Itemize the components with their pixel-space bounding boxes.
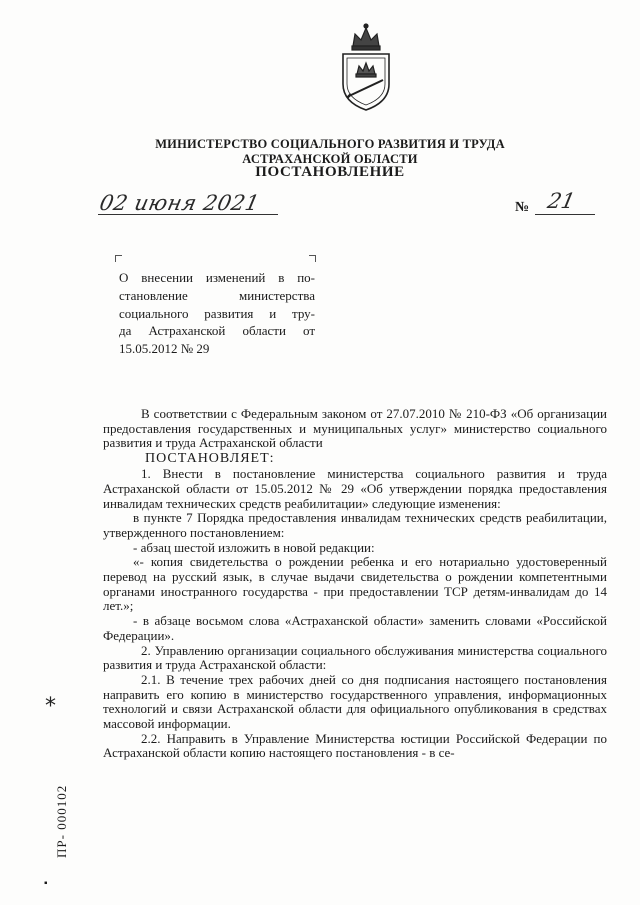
document-date: 02 июня 2021	[97, 191, 262, 215]
coat-of-arms-emblem	[335, 22, 397, 114]
document-subject	[119, 269, 315, 358]
subject-corner-right	[309, 255, 316, 262]
date-underline	[98, 214, 278, 215]
margin-mark: ▪	[44, 878, 48, 889]
document-type-title: ПОСТАНОВЛЕНИЕ	[255, 164, 405, 180]
preamble-paragraph: В соответствии с Федеральным законом от 27.07.2010 № 210-ФЗ «Об организации предоставления государственных и муниципальных услуг» министерство социального развития и труда Астраханской области	[103, 406, 607, 451]
paragraph-1-a: - абзац шестой изложить в новой редакции:	[133, 539, 375, 555]
subject-line: 15.05.2012 № 29	[119, 341, 210, 357]
ministry-name-line1: МИНИСТЕРСТВО СОЦИАЛЬНОГО РАЗВИТИЯ И ТРУДА	[155, 137, 505, 151]
ministry-name-line2: АСТРАХАНСКОЙ ОБЛАСТИ	[242, 152, 418, 166]
subject-corner-left	[115, 255, 122, 262]
paragraph-1-sub: в пункте 7 Порядка предоставления инвалидам технических средств реабилитации, утвержденного постановлением:	[103, 510, 607, 540]
paragraph-1: 1. Внести в постановление министерства социального развития и труда Астраханской области от 15.05.2012 № 29 «Об утверждении порядка предоставления инвалидам технических средств реабилитации» следующие изменения:	[103, 466, 607, 511]
margin-asterisk: *	[45, 694, 56, 719]
paragraph-2-2: 2.2. Направить в Управление Министерства юстиции Российской Федерации по Астраханской области копию настоящего постановления - в се-	[103, 730, 607, 761]
number-label: №	[515, 200, 530, 215]
paragraph-2: 2. Управлению организации социального обслуживания министерства социального развития и труда Астраханской области:	[103, 642, 607, 673]
document-number: 21	[545, 189, 578, 213]
paragraph-1-b: - в абзаце восьмом слова «Астраханской области» заменить словами «Российской Федерации».	[103, 613, 607, 643]
margin-registration-code: ПР- 000102	[54, 784, 69, 858]
subject-line: социального развития и тру-	[119, 305, 315, 321]
paragraph-2-1: 2.1. В течение трех рабочих дней со дня подписания настоящего постановления направить его копию в министерство государственного управления, информационных технологий и связи Астраханской области для официального опубликования в средствах массовой информации.	[103, 671, 607, 732]
paragraph-1-a-text: «- копия свидетельства о рождении ребенка и его нотариально удостоверенный перевод на русский язык, в случае выдачи свидетельства о рождении компетентными органами иностранного государства - при предоставлении ТСР детям-инвалидам до 14 лет.»;	[103, 554, 607, 614]
resolves-heading: ПОСТАНОВЛЯЕТ:	[145, 451, 275, 467]
subject-line: да Астраханской области от	[119, 323, 315, 339]
document-body	[103, 407, 607, 761]
subject-line: становление министерства	[119, 287, 315, 303]
subject-line: О внесении изменений в по-	[119, 270, 315, 285]
number-underline	[535, 214, 595, 215]
